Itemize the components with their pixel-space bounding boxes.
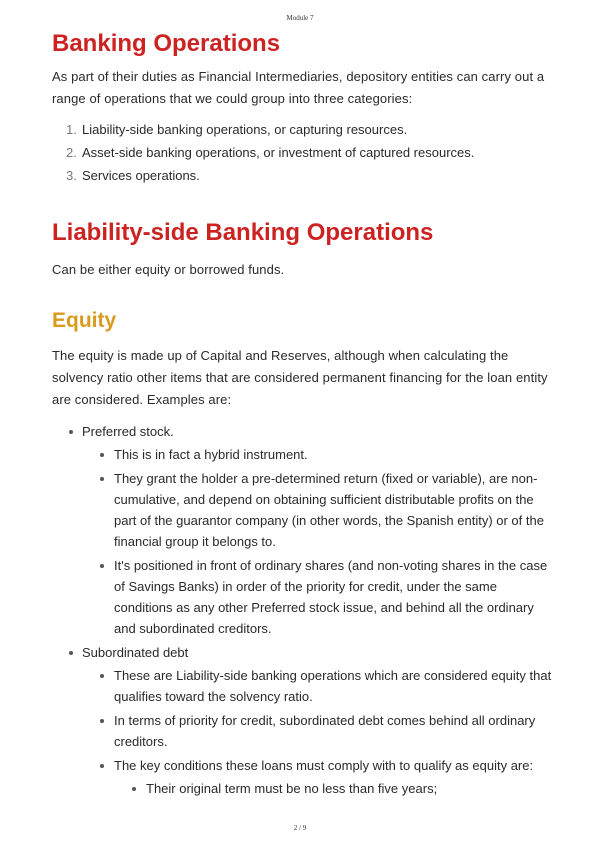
heading-equity: Equity (52, 309, 117, 332)
list-item-subordinated-debt: Subordinated debt These are Liability-side banking operations which are considered equity that qualifies toward the solvency ratio. In terms of priority for credit, subordinated debt comes behind all ordinary creditors. The key conditions these loans must comply with to qualify as equity are: Their original term must be no less than five years; (52, 642, 552, 799)
bullet-icon (100, 764, 104, 768)
bullet-icon (132, 787, 136, 791)
operations-categories-list (52, 118, 552, 187)
paragraph-equity-intro: The equity is made up of Capital and Reserves, although when calculating the solvency ratio other items that are considered permanent financing for the loan entity are considered. Examples are: (52, 348, 548, 407)
list-item: This is in fact a hybrid instrument. (82, 444, 552, 465)
page-header: Module 7 (286, 14, 314, 22)
bullet-icon (69, 430, 73, 434)
list-item: They grant the holder a pre-determined return (fixed or variable), are non-cumulative, and depend on obtaining sufficient distributable profits on the part of the guarantor company (in other words, the Spanish entity) or of the financial group it belongs to. (82, 468, 552, 552)
list-item: The key conditions these loans must comply with to qualify as equity are: Their original term must be no less than five years; (82, 755, 552, 799)
subordinated-debt-details (82, 665, 552, 799)
bullet-icon (100, 719, 104, 723)
bullet-icon (100, 453, 104, 457)
bullet-icon (100, 477, 104, 481)
list-item: 2. Asset-side banking operations, or investment of captured resources. (66, 145, 475, 160)
list-item: These are Liability-side banking operations which are considered equity that qualifies toward the solvency ratio. (82, 665, 552, 707)
list-item-preferred-stock: Preferred stock. This is in fact a hybrid instrument. They grant the holder a pre-determined return (fixed or variable), are non-cumulative, and depend on obtaining sufficient distributable profits on the part of the guarantor company (in other words, the Spanish entity) or of the financial group it belongs to. It's positioned in front of ordinary shares (and non-voting shares in the case of Savings Banks) in order of the priority for credit, under the same conditions as any other Preferred stock issue, and behind all the ordinary and subordinated creditors. (52, 421, 552, 639)
key-conditions-list (114, 778, 552, 799)
list-item: 3. Services operations. (66, 168, 200, 183)
list-item: 1. Liability-side banking operations, or capturing resources. (66, 122, 408, 137)
bullet-icon (100, 564, 104, 568)
list-item: In terms of priority for credit, subordinated debt comes behind all ordinary creditors. (82, 710, 552, 752)
list-item: It's positioned in front of ordinary shares (and non-voting shares in the case of Savings Banks) in order of the priority for credit, under the same conditions as any other Preferred stock issue, and behind all the ordinary and subordinated creditors. (82, 555, 552, 639)
bullet-icon (69, 651, 73, 655)
paragraph-banking-intro: As part of their duties as Financial Intermediaries, depository entities can carry out a range of operations that we could group into three categories: (52, 69, 545, 106)
preferred-stock-details (82, 444, 552, 639)
list-item: Their original term must be no less than five years; (114, 778, 552, 799)
document-body (52, 28, 552, 802)
paragraph-liability-intro: Can be either equity or borrowed funds. (52, 262, 285, 277)
heading-banking-operations: Banking Operations (52, 30, 281, 57)
equity-examples-list (52, 421, 552, 799)
heading-liability-side: Liability-side Banking Operations (52, 219, 434, 246)
page-footer: 2 / 9 (293, 824, 307, 832)
bullet-icon (100, 674, 104, 678)
